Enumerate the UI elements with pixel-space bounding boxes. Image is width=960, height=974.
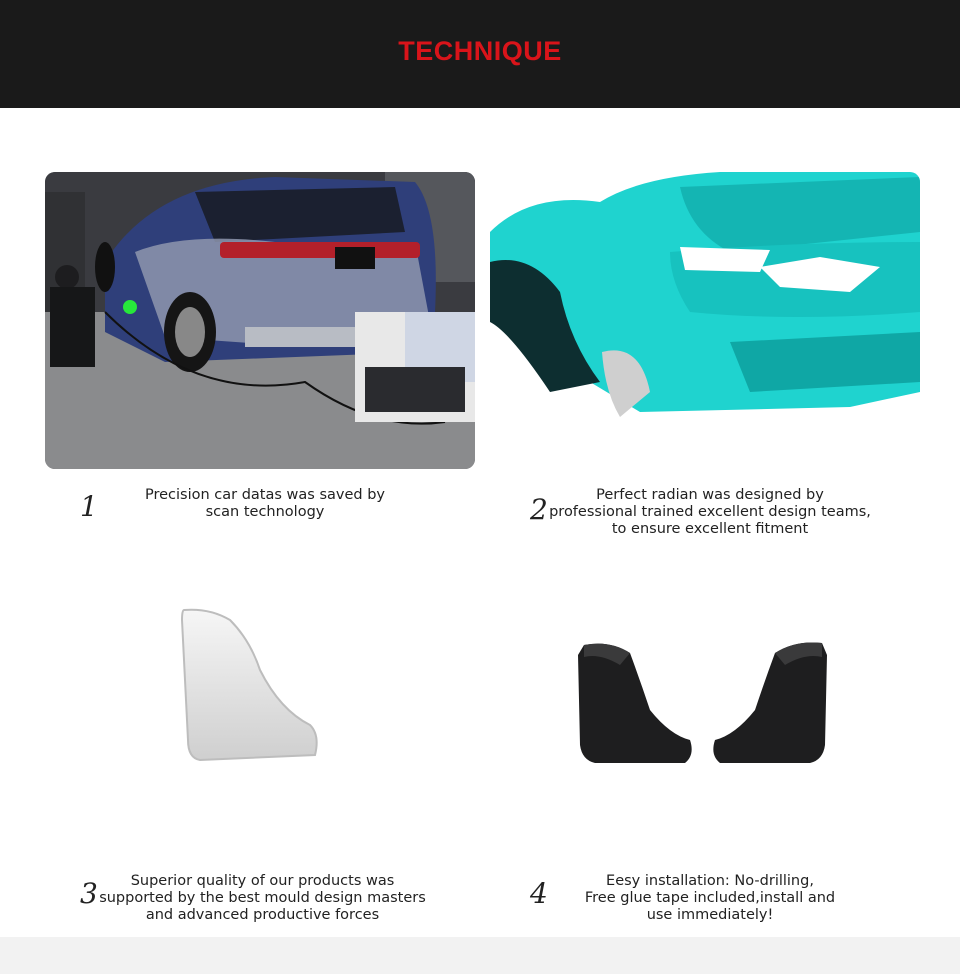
step-caption-4 [530, 873, 890, 924]
footer-bar [0, 937, 960, 974]
caption-line: Precision car datas was saved by [144, 487, 385, 503]
header-bar [0, 0, 960, 108]
page-title: TECHNIQUE [398, 36, 562, 66]
caption-line: scan technology [205, 504, 325, 520]
step-number-2: 2 [530, 493, 548, 526]
caption-line: use immediately! [646, 907, 774, 923]
caption-line: Eesy installation: No-drilling, [606, 873, 814, 889]
step-number-4: 4 [530, 877, 548, 910]
design-render [490, 172, 920, 422]
caption-line: to ensure excellent fitment [611, 521, 809, 537]
mould-piece-image [170, 600, 330, 770]
step-caption-1 [85, 487, 445, 521]
caption-line: Perfect radian was designed by [596, 487, 824, 503]
caption-line: Superior quality of our products was [130, 873, 395, 889]
carbon-pieces-image [570, 635, 835, 770]
caption-line: Free glue tape included,install and [584, 890, 836, 906]
step-caption-2 [530, 487, 890, 538]
step-caption-3 [85, 873, 440, 924]
scan-photo [45, 172, 475, 469]
step-number-1: 1 [80, 490, 98, 523]
step-number-3: 3 [80, 877, 98, 910]
caption-line: professional trained excellent design teams, [549, 504, 871, 520]
caption-line: and advanced productive forces [145, 907, 380, 923]
caption-line: supported by the best mould design masters [99, 890, 426, 906]
